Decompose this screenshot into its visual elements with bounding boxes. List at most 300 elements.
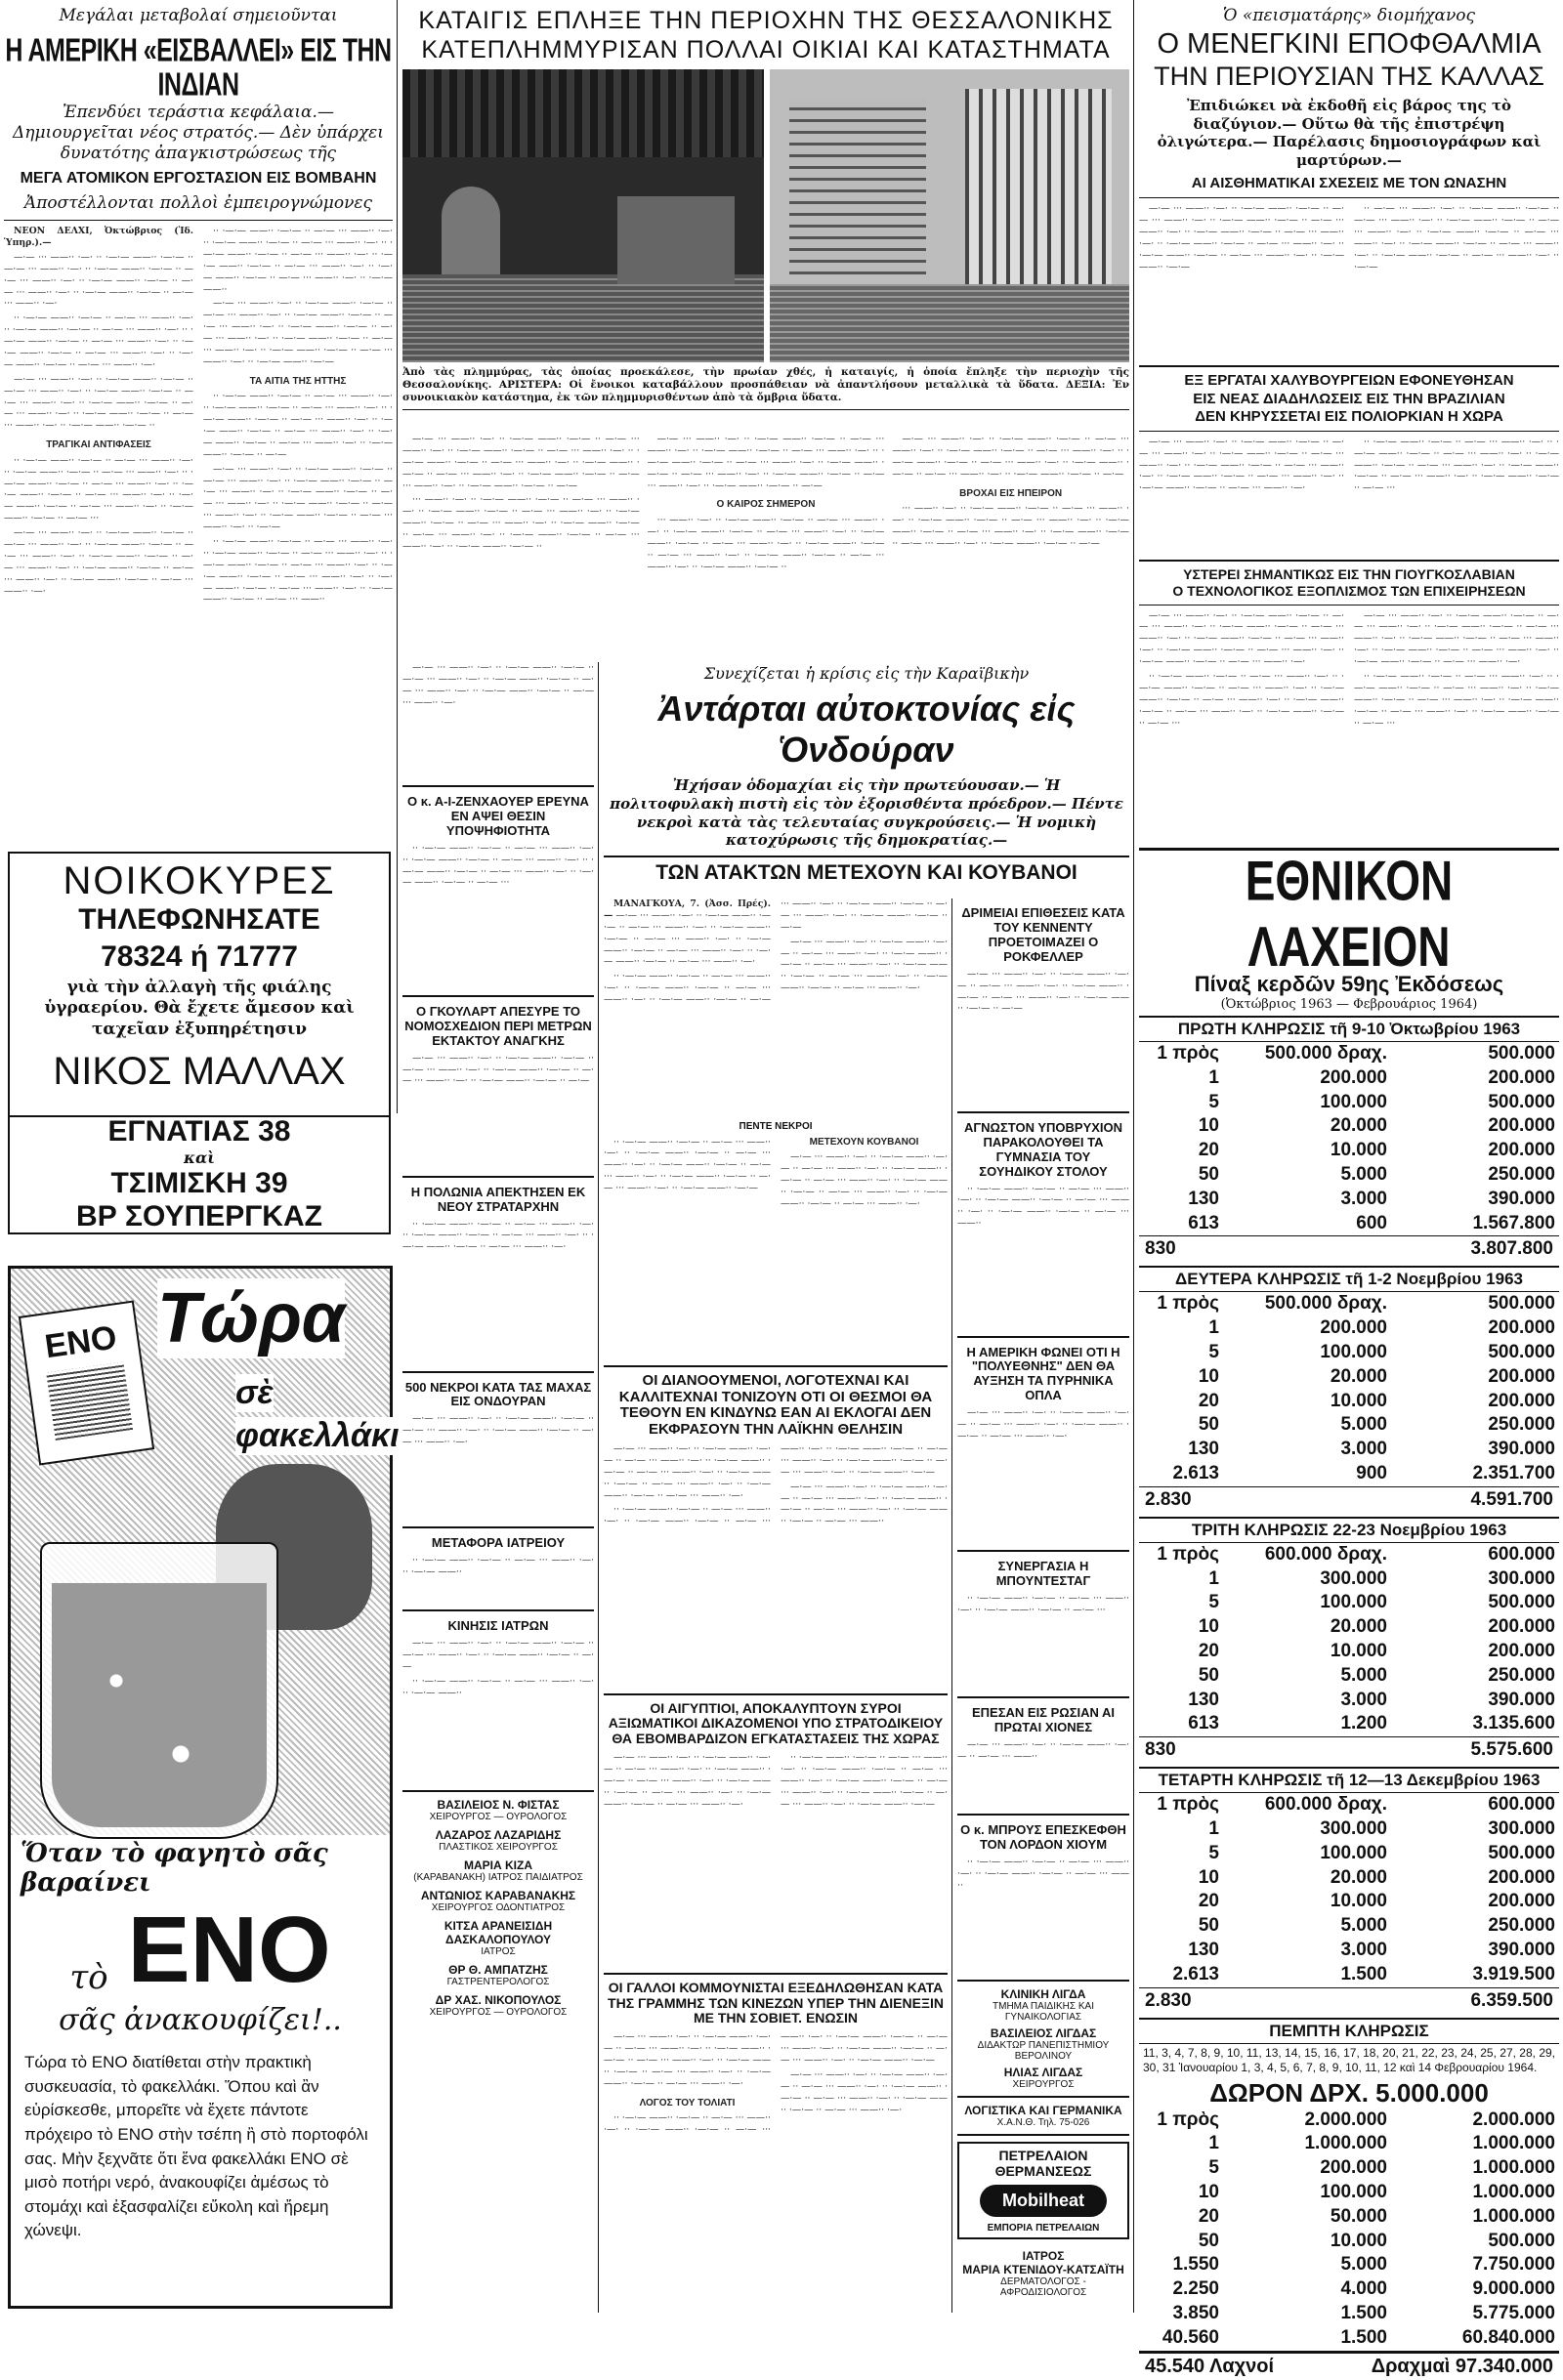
- prize-total: 1.000.000: [1472, 2133, 1555, 2154]
- prize-total: 200.000: [1488, 1891, 1555, 1912]
- gas-ad-address: [8, 1115, 391, 1234]
- doctor-name: ΒΑΣΙΛΕΙΟΣ Ν. ΦΙΣΤΑΣ: [437, 1798, 560, 1813]
- short-title: ΜΕΤΑΦΟΡΑ ΙΑΤΡΕΙΟΥ: [431, 1535, 566, 1551]
- prize-total: 2.351.700: [1472, 1462, 1555, 1483]
- prize-row: [1139, 1438, 1559, 1462]
- lottery-period: (Ὀκτώβριος 1963 — Φεβρουάριος 1964): [1220, 997, 1478, 1012]
- lessons-notice: [957, 2104, 1129, 2128]
- prize-row: [1139, 1712, 1559, 1736]
- prize-row: [1139, 1963, 1559, 1987]
- prize-row: [1139, 1066, 1559, 1091]
- short-title: ΔΡΙΜΕΙΑΙ ΕΠΙΘΕΣΕΙΣ ΚΑΤΑ ΤΟΥ ΚΕΝΝΕΝΤΥ ΠΡΟΕΤΟΙΜΑΖΕΙ Ο ΡΟΚΦΕΛΛΕΡ: [961, 905, 1125, 964]
- prize-value: 3.000: [1340, 1188, 1387, 1209]
- prize-count: 130: [1188, 1188, 1219, 1209]
- prize-row: [1139, 1365, 1559, 1390]
- short-body: —·— ··· ——·· ·—· ·· ·—·— ——·· ·—·— ·· —·— ··· ——·· ·—· ·· ·—·— ——·· ·—·— ·· —·— ·· ·—·— ——·· ·—·— ·· —·— ··· ——·· ·—· ·· ·—·— ——··: [402, 1638, 594, 1698]
- prize-count: 10: [1198, 1616, 1219, 1638]
- prize-value: 5.000: [1340, 1664, 1387, 1686]
- prize-row: [1139, 2326, 1559, 2351]
- prize-row: [1139, 1939, 1559, 1963]
- prize-total: 1.000.000: [1472, 2157, 1555, 2179]
- prize-count: 3.850: [1172, 2303, 1219, 2324]
- prize-row: [1139, 2132, 1559, 2156]
- brazil-headline: ΕΞ ΕΡΓΑΤΑΙ ΧΑΛΥΒΟΥΡΓΕΙΩΝ ΕΦΟΝΕΥΘΗΣΑΝ: [1184, 372, 1514, 390]
- prize-count: 1.550: [1172, 2254, 1219, 2276]
- prize-total: 390.000: [1488, 1439, 1555, 1460]
- headline: Η ΑΜΕΡΙΚΗ «ΕΙΣΒΑΛΛΕΙ» ΕΙΣ ΤΗΝ ΙΝΔΙΑΝ: [5, 31, 392, 104]
- doctor-name: ΚΙΤΣΑ ΑΡΑΝΕΙΣΙΔΗ ΔΑΣΚΑΛΟΠΟΥΛΟΥ: [444, 1919, 553, 1947]
- draw-total-amount: 6.359.500: [1470, 1989, 1553, 2011]
- prize-total: 2.000.000: [1472, 2109, 1555, 2130]
- prize-value: 500.000 δραχ.: [1264, 1293, 1387, 1315]
- prize-count: 2.250: [1172, 2278, 1219, 2300]
- prize-row: [1139, 2230, 1559, 2254]
- prize-row: [1139, 1163, 1559, 1188]
- prize-value: 3.000: [1340, 1939, 1387, 1960]
- ad-se: σὲ: [235, 1374, 274, 1411]
- prize-value: 5.000: [1340, 1414, 1387, 1436]
- short-body: ·· ·—·— ——·· ·—·— ·· —·— ··· ——·· ·—· ·· ·—·— ——·· ·—·— ·· —·— ··· ——··: [957, 1856, 1129, 1891]
- meneghini-body: —·— ··· ——·· ·—· ·· ·—·— ——·· ·—·— ·· —·— ··· ——·· ·—· ·· ·—·— ——·· ·—·— ·· —·— ··· ——·· ·—· ·· ·—·— ——·· ·—·— ·· —·— ··· ——·· ·—· ·· ·—·— ——·· ·—·— ·· —·— ··· ——·· ·—· ·· ·—·— ——·· ·—·— ·· —·— ··· ——·· ·—· ·· ·—·— ——·· ·—·— ·· —·— ··· ——·· ·—· ·· ·—·— ——·· ·—·— ·· —·— ··· ——·· ·—· ·· ·—·— ——·· ·—·— ·· —·— ··· ——·· ·—· ·· ·—·— ——·· ·—·— ·· —·— ··· ——·· ·—· ·· ·—·— ——·· ·—·— ·· —·— ··· ——·· ·—· ·· ·—·— ——·· ·—·— ·· —·— ··· ——·· ·—· ·· ·—·—: [1139, 203, 1559, 272]
- prize-value: 10.000: [1330, 1640, 1387, 1661]
- notice-text: ΔΙΔΑΚΤΩΡ ΠΑΝΕΠΙΣΤΗΜΙΟΥ ΒΕΡΟΛΙΝΟΥ: [977, 2039, 1110, 2062]
- ad-and: καὶ: [183, 1148, 216, 1167]
- prize-count: 20: [1198, 1891, 1219, 1912]
- prize-total: 1.567.800: [1472, 1212, 1555, 1233]
- prize-count: 5: [1208, 1842, 1219, 1863]
- prize-value: 1.000.000: [1304, 2133, 1387, 2154]
- headline-2: ΤΗΝ ΠΕΡΙΟΥΣΙΑΝ ΤΗΣ ΚΑΛΛΑΣ: [1154, 62, 1544, 92]
- doctor-name: ΔΡ ΧΑΣ. ΝΙΚΟΠΟΥΛΟΣ: [435, 1993, 562, 2008]
- photo-caption: Ἀπὸ τὰς πλημμύρας, τὰς ὁποίας προεκάλεσε, τὴν πρωίαν χθές, ἡ καταιγίς, ἡ ὁποία ἔπληξε τὴν περιοχὴν τῆς Θεσσαλονίκης. ΑΡΙΣΤΕΡΑ: Οἱ ἔνοικοι καταβάλλουν προσπάθειαν νὰ ἀπαντλήσουν μεταλλικὰ τὰ ὕδατα. ΔΕΞΙΑ: Ἐν συνοικιακὸν κατάστημα, ἐκ τῶν πλημμυρισθέντων ἀπὸ τὰ ὄμβρια ὕδατα.: [402, 365, 1129, 403]
- prize-total: 250.000: [1488, 1163, 1555, 1185]
- article-body: ΝΕΟΝ ΔΕΛΧΙ, Ὀκτώβριος (Ἰδ. Ὑπηρ.).— —·— ··· ——·· ·—· ·· ·—·— ——·· ·—·— ·· —·— ··· ——·· ·—· ·· ·—·— ——·· ·—·— ·· —·— ··· ——·· ·—· ·· ·—·— ——·· ·—·— ·· —·— ··· ——·· ·—· ·· ·—·— ——·· ·—·— ·· —·— ··· ——·· ·—· ·· ·—·— ——·· ·—·— ·· —·— ··· ——·· ·—· ·· ·—·— ——·· ·—·— ·· —·— ··· ——·· ·—· ·· ·—·— ——·· ·—·— ·· —·— ··· ——·· ·—· ·· ·—·— ——·· ·—·— ·· —·— ··· ——·· ·—· ·· ·—·— ——·· ·—·— ·· —·— ··· ——·· ·—· —·— ··· ——·· ·—· ·· ·—·— ——·· ·—·— ·· —·— ··· ——·· ·—· ·· ·—·— ——·· ·—·— ·· —·— ··· ——·· ·—· ·· ·—·— ——·· ·—·— ·· —·— ··· ——·· ·—· ·· ·—·— ——·· ·—·— ·· —·— ··· ——·· ·—· ·· ·—·— ——·· ·—·— ·· ΤΡΑΓΙΚΑΙ ΑΝΤΙΦΑΣΕΙΣ ·· ·—·— ——·· ·—·— ·· —·— ··· ——·· ·—· ·· ·—·— ——·· ·—·— ·· —·— ··· ——·· ·—· ·· ·—·— ——·· ·—·— ·· —·— ··· ——·· ·—· ·· ·—·— ——·· ·—·— ·· —·— ··· ——·· ·—· ·· ·—·— ——·· ·—·— ·· —·— ··· ——·· ·—· ·· ·—·— ——·· ·—·— ·· —·— ··· —·— ··· ——·· ·—· ·· ·—·— ——·· ·—·— ·· —·— ··· ——·· ·—· ·· ·—·— ——·· ·—·— ·· —·— ··· ——·· ·—· ·· ·—·— ——·· ·—·— ·· —·— ··· ——·· ·—· ·· ·—·— ——·· ·—·— ·· —·— ··· ——·· ·—· ·· ·—·— ——·· ·—·— ·· —·— ··· ——·· ·—· ·· ·—·— ——·· ·—·— ·· —·— ··· ——·· ·—· ·· ·—·— ——·· ·—·— ·· —·— ··· ——·· ·—· ·· ·—·— ——·· ·—·— ·· —·— ··· ——·· ·—· ·· ·—·— ——·· ·—·— ·· —·— ··· ——·· ·—· ·· ·—·— ——·· ·—·— ·· —·— ··· ——·· ·—· ·· ·—·— ——·· —·— ··· ——·· ·—· ·· ·—·— ——·· ·—·— ·· —·— ··· ——·· ·—· ·· ·—·— ——·· ·—·— ·· —·— ··· ——·· ·—· ·· ·—·— ——·· ·—·— ·· —·— ··· ——·· ·—· ·· ·—·— ——·· ·—·— ·· —·— ··· ——·· ·—· ·· ·—·— ——·· ·—·— ·· —·— ··· ——·· ·—· ·· ·—·— ——·· ·—·— ΤΑ ΑΙΤΙΑ ΤΗΣ ΗΤΤΗΣ ·· ·—·— ——·· ·—·— ·· —·— ··· ——·· ·—· ·· ·—·— ——·· ·—·— ·· —·— ··· ——·· ·—· ·· ·—·— ——·· ·—·— ·· —·— ··· ——·· ·—· ·· ·—·— ——·· ·—·— ·· —·— ··· ——·· ·—· ·· ·—·— ——·· ·—·— ·· —·— ··· ——·· ·—· ·· ·—·— ——·· ·—·— ·· —·— —·— ··· ——·· ·—· ·· ·—·— ——·· ·—·— ·· —·— ··· ——·· ·—· ·· ·—·— ——·· ·—·— ·· —·— ··· ——·· ·—· ·· ·—·— ——·· ·—·— ·· —·— ··· ——·· ·—· ·· ·—·— ——·· ·—·— ·· —·— ··· ——·· ·—· ·· ·—·— ——·· ·—·— ·· —·— ··· ——·· ·—· ·· ·—·— ·· ·—·— ——·· ·—·— ·· —·— ··· ——·· ·—· ·· ·—·— ——·· ·—·— ·· —·— ··· ——·· ·—· ·· ·—·— ——·· ·—·— ·· —·— ··· ——·· ·—· ·· ·—·— ——·· ·—·— ·· —·— ··· ——·· ·—· ·· ·—·— ——·· ·—·— ·· —·— ··· ——·· ·—· ·· ·—·— ——·· ·—·— ·· —·— ··· ——··: [4, 226, 393, 605]
- prize-value: 10.000: [1330, 2230, 1387, 2251]
- short-body: ·· ·—·— ——·· ·—·— ·· —·— ··· ——·· ·—· ·· ·—·— ——·· ·—·— ·· —·— ··· ——·· ·—· ·· ·—·— ——·· ·—·— ·· —·— ··· ——·· ·—·: [402, 1218, 594, 1253]
- prize-value: 3.000: [1340, 1439, 1387, 1460]
- draw-title: ΤΡΙΤΗ ΚΛΗΡΩΣΙΣ 22-23 Νοεμβρίου 1963: [1139, 1517, 1559, 1543]
- prize-row: [1139, 1591, 1559, 1615]
- prize-count: 50: [1198, 1414, 1219, 1436]
- draw-title: ΔΕΥΤΕΡΑ ΚΛΗΡΩΣΙΣ τῆ 1-2 Νοεμβρίου 1963: [1139, 1266, 1559, 1292]
- flood-photo-right: [770, 69, 1129, 362]
- brazil-headline-3: ΔΕΝ ΚΗΡΥΣΣΕΤΑΙ ΕΙΣ ΠΟΛΙΟΡΚΙΑΝ Η ΧΩΡΑ: [1195, 408, 1503, 426]
- prize-table: [1139, 1793, 1559, 1986]
- kicker: Συνεχίζεται ἡ κρίσις εἰς τὴν Καραϊβικὴν: [703, 664, 1030, 683]
- prize-row: [1139, 1316, 1559, 1341]
- draw-total: [1139, 1486, 1559, 1513]
- prize-row: [1139, 1390, 1559, 1414]
- prize-row: [1139, 1091, 1559, 1115]
- prize-row: [1139, 1866, 1559, 1891]
- flood-photo-left: [402, 69, 764, 362]
- eno-ad: [8, 1266, 400, 2309]
- ad-to: τὸ: [69, 1958, 108, 1997]
- ad-title: ΝΟΙΚΟΚΥΡΕΣ: [63, 859, 336, 902]
- prize-total: 200.000: [1488, 1616, 1555, 1638]
- prize-count: 1 πρὸς: [1157, 1293, 1219, 1315]
- prize-value: 20.000: [1330, 1115, 1387, 1137]
- honduras-body: ΜΑΝΑΓΚΟΥΑ, 7. (Ἀσσ. Πρές).— —·— ··· ——·· ·—· ·· ·—·— ——·· ·—·— ·· —·— ··· ——·· ·—· ·· ·—·— ——·· ·—·— ·· —·— ··· ——·· ·—· ·· ·—·— ——·· ·—·— ·· —·— ··· ——·· ·—· ·· ·—·— ——·· ·—·— ·· —·— ··· ——·· ·—· ·· ·—·— ——·· ·—·— ·· —·— ··· ——·· ·—· ·· ·—·— ——·· ·—·— ·· —·— ··· ——·· ·—· ·· ·—·— ——·· ·—·— ·· —·— ··· ——·· ·—· ·· ·—·— ——·· ·—·— ·· —·— ··· ——·· ·—· ·· ·—·— ——·· ·—·— ·· —·— —·— ··· ——·· ·—· ·· ·—·— ——·· ·—·— ·· —·— ··· ——·· ·—· ·· ·—·— ——·· ·—·— ·· —·— ··· ——·· ·—· ·· ·—·— ——·· ·—·— ·· —·— ··· ——·· ·—· ·· ·—·— ——·· ·—·— ·· —·— ··· ——·· ·—· ΠΕΝΤΕ ΝΕΚΡΟΙ ·· ·—·— ——·· ·—·— ·· —·— ··· ——·· ·—· ·· ·—·— ——·· ·—·— ·· —·— ··· ——·· ·—· ·· ·—·— ——·· ·—·— ·· —·— ··· ——·· ·—· ·· ·—·— ——·· ·—·— ·· —·— ··· ——·· ·—· ·· ·—·— ——·· ·—·— ΜΕΤΕΧΟΥΝ ΚΟΥΒΑΝΟΙ —·— ··· ——·· ·—· ·· ·—·— ——·· ·—·— ·· —·— ··· ——·· ·—· ·· ·—·— ——·· ·—·— ·· —·— ··· ——·· ·—· ·· ·—·— ——·· ·—·— ·· —·— ··· ——·· ·—· ·· ·—·— ——·· ·—·— ·· —·— ··· ——·· ·—·: [604, 898, 948, 1209]
- prize-value: 2.000.000: [1304, 2109, 1387, 2130]
- short-title: 500 ΝΕΚΡΟΙ ΚΑΤΑ ΤΑΣ ΜΑΧΑΣ ΕΙΣ ΟΝΔΟΥΡΑΝ: [404, 1379, 592, 1409]
- egypt-body: —·— ··· ——·· ·—· ·· ·—·— ——·· ·—·— ·· —·— ··· ——·· ·—· ·· ·—·— ——·· ·—·— ·· —·— ··· ——·· ·—· ·· ·—·— ——·· ·—·— ·· —·— ··· ——·· ·—· ·· ·—·— ——·· ·—·— ·· —·— ··· ——·· ·—· ·· ·—·— ——·· ·—·— ·· —·— ··· ——·· ·—· ·· ·—·— ——·· ·—·— ·· —·— ··· ——·· ·—· ·· ·—·— ——·· ·—·— ·· —·— ··· ——·· ·—· ·· ·—·— ——·· ·—·— ·· —·— ··· ——·· ·—· ·· ·—·— ——·· ·—·—: [604, 1752, 948, 1810]
- doctor-specialty: ΠΛΑΣΤΙΚΟΣ ΧΕΙΡΟΥΡΓΟΣ: [439, 1842, 558, 1854]
- prize-total: 60.840.000: [1461, 2326, 1555, 2348]
- prize-row: [1139, 1212, 1559, 1236]
- notice-title: ΒΑΣΙΛΕΙΟΣ ΛΙΓΔΑΣ: [990, 2025, 1097, 2040]
- column-2-shorts: [402, 662, 594, 2313]
- prize-total: 250.000: [1488, 1414, 1555, 1436]
- prize-count: 130: [1188, 1689, 1219, 1710]
- prize-count: 50: [1198, 2230, 1219, 2251]
- prize-row: [1139, 1139, 1559, 1163]
- doctor-name: ΘΡ Θ. ΑΜΠΑΤΖΗΣ: [448, 1963, 548, 1978]
- prize-value: 10.000: [1330, 1891, 1387, 1912]
- ad-body: Τώρα τὸ ENO διατίθεται στὴν πρακτικὴ συσκευασία, τὸ φακελλάκι. Ὅπου καὶ ἂν εὑρίσκεσθε, μπορεῖτε νὰ ἔχετε πάντοτε πρόχειρο τὸ ENO στὴν τσέπη ἢ στὸ πορτοφόλι σας. Μὴν ξεχνᾶτε ὅτι ἕνα φακελλάκι ENO σὲ μισὸ ποτήρι νερό, ἀνακουφίζει ἀμέσως τὸ στομάχι καὶ ἐξασφαλίζει εὔκολη καὶ ἤρεμη χώνεψι.: [24, 2053, 368, 2240]
- prize-count: 10: [1198, 2182, 1219, 2203]
- prize-total: 500.000: [1488, 1842, 1555, 1863]
- prize-count: 613: [1188, 1212, 1219, 1233]
- prize-value: 600: [1356, 1212, 1387, 1233]
- prize-total: 7.750.000: [1472, 2254, 1555, 2276]
- prize-count: 1: [1208, 1317, 1219, 1339]
- prize-value: 10.000: [1330, 1140, 1387, 1161]
- prize-value: 5.000: [1340, 2254, 1387, 2276]
- prize-total: 390.000: [1488, 1689, 1555, 1710]
- prize-value: 100.000: [1320, 1842, 1387, 1863]
- notice-text: Χ.Α.Ν.Θ. Τηλ. 75-026: [996, 2116, 1090, 2128]
- prize-value: 5.000: [1340, 1915, 1387, 1937]
- short-title: Ο ΓΚΟΥΛΑΡΤ ΑΠΕΣΥΡΕ ΤΟ ΝΟΜΟΣΧΕΔΙΟΝ ΠΕΡΙ ΜΕΤΡΩΝ ΕΚΤΑΚΤΟΥ ΑΝΑΓΚΗΣ: [404, 1003, 592, 1048]
- column-1-story: [4, 4, 393, 844]
- doctor-name: ΜΑΡΙΑ ΚΤΕΝΙΔΟΥ-ΚΑΤΣΑΪΤΗ: [962, 2262, 1124, 2276]
- doctor-name: ΜΑΡΙΑ ΚΙΖΑ: [464, 1858, 532, 1873]
- prize-table: [1139, 2109, 1559, 2351]
- subheading-2: ΜΕΤΕΧΟΥΝ ΚΟΥΒΑΝΟΙ: [809, 1136, 919, 1148]
- subheading-2: ΤΑ ΑΙΤΙΑ ΤΗΣ ΗΤΤΗΣ: [249, 375, 347, 387]
- prize-value: 300.000: [1320, 1567, 1387, 1589]
- lottery-title: ΕΘΝΙΚΟΝ ΛΑΧΕΙΟΝ: [1245, 848, 1454, 979]
- prize-total: 9.000.000: [1472, 2278, 1555, 2300]
- ad-headline: Τώρα: [157, 1279, 346, 1357]
- doctor-specialty: ΧΕΙΡΟΥΡΓΟΣ — ΟΥΡΟΛΟΓΟΣ: [429, 1812, 568, 1823]
- mobil-ad: [957, 2142, 1129, 2239]
- draw-total: [1139, 1987, 1559, 2014]
- ad-brand: ΒΡ ΣΟΥΠΕΡΓΚΑΖ: [76, 1200, 322, 1232]
- prize-value: 20.000: [1330, 1616, 1387, 1638]
- eno-packet-image: [19, 1300, 154, 1465]
- notice-title: ΚΛΙΝΙΚΗ ΛΙΓΔΑ: [1000, 1986, 1086, 2001]
- prize-value: 3.000: [1340, 1689, 1387, 1710]
- prize-row: [1139, 1640, 1559, 1664]
- short-title: Ο κ. ΜΠΡΟΥΣ ΕΠΕΣΚΕΦΘΗ ΤΟΝ ΛΟΡΔΟΝ ΧΙΟΥΜ: [960, 1822, 1126, 1852]
- flood-story: [402, 4, 1129, 434]
- prize-count: 130: [1188, 1439, 1219, 1460]
- deck: Ἠχήσαν ὁδομαχίαι εἰς τὴν πρωτεύουσαν.— Ἡ πολιτοφυλακὴ πιστὴ εἰς τὸν ἐξορισθέντα πρόεδρον.— Πέντε νεκροὶ κατὰ τὰς τελευταίας συγκρούσεις.— Ἡ νομικὴ κατοχύρωσις τῆς δημοκρατίας.—: [610, 776, 1123, 850]
- gas-ad: [8, 852, 391, 1117]
- prize-total: 200.000: [1488, 1066, 1555, 1088]
- draw-total: [1139, 1235, 1559, 1262]
- prize-total: 200.000: [1488, 1140, 1555, 1161]
- prize-total: 500.000: [1488, 1341, 1555, 1362]
- prize-count: 5: [1208, 1341, 1219, 1362]
- prize-value: 100.000: [1320, 1091, 1387, 1112]
- deck: Ἐπιδιώκει νὰ ἐκδοθῆ εἰς βάρος της τὸ διαζύγιον.— Οὕτω θὰ τῆς ἐπιστρέψη ὀλιγώτερα.— Παρέλασις δημοσιογράφων καὶ μαρτύρων.—: [1157, 96, 1542, 170]
- prize-count: 2.613: [1172, 1462, 1219, 1483]
- ad-fakellaki: φακελλάκι: [235, 1417, 400, 1454]
- prize-total: 500.000: [1488, 1043, 1555, 1064]
- lottery-subtitle: Πίναξ κερδῶν 59ης Ἐκδόσεως: [1194, 972, 1504, 996]
- short-title: Ο κ. Α-Ι-ΖΕΝΧΑΟΥΕΡ ΕΡΕΥΝΑ ΕΝ ΑΨΕΙ ΘΕΣΙΝ ΥΠΟΨΗΦΙΟΤΗΤΑ: [407, 794, 589, 838]
- ad-text: γιὰ τὴν ἀλλαγὴ τῆς φιάλης ὑγραερίου. Θὰ ἔχετε ἄμεσον καὶ ταχεῖαν ἐξυπηρέτησιν: [44, 978, 355, 1039]
- prize-total: 500.000: [1488, 1091, 1555, 1112]
- prize-row: [1139, 2253, 1559, 2277]
- prize-row: [1139, 2277, 1559, 2302]
- prize-row: [1139, 1413, 1559, 1438]
- prize-value: 100.000: [1320, 1341, 1387, 1362]
- prize-row: [1139, 1462, 1559, 1486]
- yugoslavia-headline: ΥΣΤΕΡΕΙ ΣΗΜΑΝΤΙΚΩΣ ΕΙΣ ΤΗΝ ΓΙΟΥΓΚΟΣΛΑΒΙΑΝ: [1183, 565, 1515, 582]
- ad-line-2: σᾶς ἀνακουφίζει!..: [59, 2003, 342, 2037]
- prize-row: [1139, 2109, 1559, 2133]
- prize-total: 200.000: [1488, 1115, 1555, 1137]
- prize-row: [1139, 1292, 1559, 1316]
- draw-total-amount: 4.591.700: [1470, 1488, 1553, 1510]
- notice-text: ΧΕΙΡΟΥΡΓΟΣ: [1012, 2078, 1075, 2090]
- doctor-name: ΛΑΖΑΡΟΣ ΛΑΖΑΡΙΔΗΣ: [435, 1828, 562, 1843]
- ad-line-1: Ὅταν τὸ φαγητὸ σᾶς βαραίνει: [21, 1839, 328, 1898]
- mobil-ad-line-2: ΘΕΡΜΑΝΣΕΩΣ: [994, 2162, 1092, 2179]
- prize-value: 600.000 δραχ.: [1264, 1543, 1387, 1565]
- center-lower: [604, 1359, 948, 2313]
- prize-total: 250.000: [1488, 1664, 1555, 1686]
- prize-count: 10: [1198, 1115, 1219, 1137]
- prize-count: 1: [1208, 1066, 1219, 1088]
- prize-row: [1139, 1842, 1559, 1866]
- prize-row: [1139, 1664, 1559, 1689]
- short-title: Η ΑΜΕΡΙΚΗ ΦΩΝΕΙ ΟΤΙ Η "ΠΟΛΥΕΘΝΗΣ" ΔΕΝ ΘΑ ΑΥΞΗΣΗ ΤΑ ΠΥΡΗΝΙΚΑ ΟΠΛΑ: [966, 1344, 1120, 1403]
- prize-row: [1139, 1615, 1559, 1640]
- prize-total: 200.000: [1488, 1640, 1555, 1661]
- draw-ticket-count: 830: [1145, 1739, 1176, 1761]
- draw-total-amount: 5.575.600: [1470, 1739, 1553, 1761]
- doctor-name: ΑΝΤΩΝΙΟΣ ΚΑΡΑΒΑΝΑΚΗΣ: [420, 1889, 576, 1903]
- doctor-specialty: ΙΑΤΡΟΣ: [481, 1946, 516, 1958]
- short-title: ΑΓΝΩΣΤΟΝ ΥΠΟΒΡΥΧΙΟΝ ΠΑΡΑΚΟΛΟΥΘΕΙ ΤΑ ΓΥΜΝΑΣΙΑ ΤΟΥ ΣΟΥΗΔΙΚΟΥ ΣΤΟΛΟΥ: [963, 1119, 1123, 1179]
- flood-body: —·— ··· ——·· ·—· ·· ·—·— ——·· ·—·— ·· —·— ··· ——·· ·—· ·· ·—·— ——·· ·—·— ·· —·— ··· ——·· ·—· ·· ·—·— ——·· ·—·— ·· —·— ··· ——·· ·—· ·· ·—·— ——·· ·—·— ·· —·— ··· ——·· ·—· ·· ·—·— ——·· ·—·— ·· —·— ··· ——·· ·—· ·· ·—·— ——·· ·—·— ·· —·— ··· ——·· ·—· ·· ·—·— ——·· ·—·— ·· —·— ··· ——·· ·—· ·· ·—·— ——·· ·—·— ·· —·— ··· ——·· ·—· ·· ·—·— ——·· ·—·— ·· —·— ··· ——·· ·—· ·· ·—·— ——·· ·—·— ·· —·— ··· ——·· ·—· ·· ·—·— ——·· ·—·— ·· —·— ··· ——·· ·—· ·· ·—·— ——·· ·—·— ·· —·— ··· ——·· ·—· ·· ·—·— ——·· ·—·— ·· —·— ··· ——·· ·—· ·· ·—·— ——·· ·—·— ·· —·— ··· ——·· ·—· ·· ·—·— ——·· ·—·— ·· —·— ··· ——·· ·—· ·· ·—·— ——·· ·—·— ·· —·— ··· ——·· ·—· ·· ·—·— ——·· ·—·— ·· —·— ··· ——·· ·—· ·· ·—·— ——·· ·—·— ·· —·— Ο ΚΑΙΡΟΣ ΣΗΜΕΡΟΝ ··· ——·· ·—· ·· ·—·— ——·· ·—·— ·· —·— ··· ——·· ·—· ·· ·—·— ——·· ·—·— ·· —·— ··· ——·· ·—· ·· ·—·— ——·· ·—·— ·· —·— ··· ——·· ·—· ·· ·—·— ——·· ·—·— ·· —·— ··· ——·· ·—· ·· ·—·— ——·· ·—·— ·· —·— ··· ——·· ·—· ·· ·—·— ——·· ·—·— ·· —·— ··· ——·· ·—· ·· ·—·— ——·· ·—·— ·· —·— ··· ——·· ·—· ·· ·—·— ——·· ·—·— ·· —·— ··· ——·· ·—· ·· ·—·— ——·· ·—·— ·· —·— ··· ——·· ·—· ·· ·—·— ——·· ·—·— ·· —·— ··· ——·· ·—· ·· ·—·— ——·· ·—·— ·· —·— ΒΡΟΧΑΙ ΕΙΣ ΗΠΕΙΡΟΝ ··· ——·· ·—· ·· ·—·— ——·· ·—·— ·· —·— ··· ——·· ·—· ·· ·—·— ——·· ·—·— ·· —·— ··· ——·· ·—· ·· ·—·— ——·· ·—·— ·· —·— ··· ——·· ·—· ·· ·—·— ——·· ·—·— ·· —·— ··· ——·· ·—· ·· ·—·— ——·· ·—·— ·· —·—: [402, 434, 1129, 572]
- prize-total: 3.135.600: [1472, 1713, 1555, 1734]
- egypt-headline: ΟΙ ΑΙΓΥΠΤΙΟΙ, ΑΠΟΚΑΛΥΠΤΟΥΝ ΣΥΡΟΙ ΑΞΙΩΜΑΤΙΚΟΙ ΔΙΚΑΖΟΜΕΝΟΙ ΥΠΟ ΣΤΡΑΤΟΔΙΚΕΙΟΥ ΘΑ ΕΒΟΜΒΑΡΔΙΖΟΝ ΕΓΚΑΤΑΣΤΑΣΕΙΣ ΤΗΣ ΧΩΡΑΣ: [608, 1700, 944, 1746]
- prize-total: 200.000: [1488, 1390, 1555, 1411]
- deck-2: Ἀποστέλλονται πολλοὶ ἐμπειρογνώμονες: [23, 192, 373, 213]
- intellectuals-body: —·— ··· ——·· ·—· ·· ·—·— ——·· ·—·— ·· —·— ··· ——·· ·—· ·· ·—·— ——·· ·—·— ·· —·— ··· ——·· ·—· ·· ·—·— ——·· ·—·— ·· —·— ··· ——·· ·—· ·· ·—·— ——·· ·—·— ·· —·— ··· ——·· ·—· ·· ·—·— ——·· ·—·— ·· —·— ··· ——·· ·—· ·· ·—·— ——·· ·—·— ·· —·— ··· ——·· ·—· ·· ·—·— ——·· ·—·— ·· —·— ··· ——·· ·—· ·· ·—·— ——·· ·—·— ·· —·— ··· ——·· ·—· ·· ·—·— ——·· ·—·— —·— ··· ——·· ·—· ·· ·—·— ——·· ·—·— ·· —·— ··· ——·· ·—· ·· ·—·— ——·· ·—·— ·· —·— ··· ——·· ·—· ·· ·—·— ——·· ·—·— ·· —·— ··· ——··: [604, 1443, 948, 1527]
- total-amount: Δραχμαὶ 97.340.000: [1371, 2355, 1553, 2377]
- draw-prize: ΔΩΡΟΝ ΔΡΧ. 5.000.000: [1209, 2077, 1489, 2108]
- bar-headline: ΜΕΓΑ ΑΤΟΜΙΚΟΝ ΕΡΓΟΣΤΑΣΙΟΝ ΕΙΣ ΒΟΜΒΑΗΝ: [20, 170, 377, 188]
- doctor-specialty: ΧΕΙΡΟΥΡΓΟΣ ΟΔΟΝΤΙΑΤΡΟΣ: [431, 1902, 566, 1914]
- doctor-specialty: ΔΕΡΜΑΤΟΛΟΓΟΣ - ΑΦΡΟΔΙΣΙΟΛΟΓΟΣ: [999, 2276, 1087, 2298]
- draws: [1139, 1016, 1559, 2351]
- prize-value: 300.000: [1320, 1817, 1387, 1839]
- honduras-story: [604, 662, 1129, 897]
- notice-title: ΛΟΓΙΣΤΙΚΑ ΚΑΙ ΓΕΡΜΑΝΙΚΑ: [964, 2103, 1122, 2117]
- yugoslavia-body: —·— ··· ——·· ·—· ·· ·—·— ——·· ·—·— ·· —·— ··· ——·· ·—· ·· ·—·— ——·· ·—·— ·· —·— ··· ——·· ·—· ·· ·—·— ——·· ·—·— ·· —·— ··· ——·· ·—· ·· ·—·— ——·· ·—·— ·· —·— ··· ——·· ·—· ·· ·—·— ——·· ·—·— ·· —·— ··· ——·· ·—· ·· ·—·— ——·· ·—·— ·· —·— ··· ——·· ·—· ·· ·—·— ——·· ·—·— ·· —·— ··· ——·· ·—· ·· ·—·— ——·· ·—·— ·· —·— ··· ——·· ·—· ·· ·—·— ——·· ·—·— ·· —·— ··· ——·· ·—· ·· ·—·— ——·· ·—·— ·· —·— ··· —·— ··· ——·· ·—· ·· ·—·— ——·· ·—·— ·· —·— ··· ——·· ·—· ·· ·—·— ——·· ·—·— ·· —·— ··· ——·· ·—· ·· ·—·— ——·· ·—·— ·· —·— ··· ——·· ·—· ·· ·—·— ——·· ·—·— ·· —·— ··· ——·· ·—· ·· ·—·— ——·· ·—·— ·· —·— ··· ——·· ·—· ·· ·—·— ——·· ·—·— ·· —·— ··· ——·· ·—· ·· ·—·— ——·· ·—·— ·· —·— ··· ——·· ·—· ·· ·—·— ——·· ·—·— ·· —·— ··· ——·· ·—· ·· ·—·— ——·· ·—·— ·· —·— ··· ——·· ·—· ·· ·—·— ——·· ·—·— ·· —·— ···: [1139, 609, 1559, 729]
- short-body: —·— ··· ——·· ·—· ·· ·—·— ——·· ·—·— ·· —·— ··· ——·· ·—· ·· ·—·— ——·· ·—·— ·· —·— ··· ——·· ·—·: [402, 1413, 594, 1448]
- communists-body: —·— ··· ——·· ·—· ·· ·—·— ——·· ·—·— ·· —·— ··· ——·· ·—· ·· ·—·— ——·· ·—·— ·· —·— ··· ——·· ·—· ·· ·—·— ——·· ·—·— ·· —·— ··· ——·· ·—· ·· ·—·— ——·· ·—·— ·· —·— ··· ——·· ·—· ΛΟΓΟΣ ΤΟΥ ΤΟΛΙΑΤΙ ·· ·—·— ——·· ·—·— ·· —·— ··· ——·· ·—· ·· ·—·— ——·· ·—·— ·· —·— ··· ——·· ·—· ·· ·—·— ——·· ·—·— ·· —·— ··· ——·· ·—· ·· ·—·— ——·· ·—·— ·· —·— ··· ——·· ·—· ·· ·—·— ——·· ·—·— —·— ··· ——·· ·—· ·· ·—·— ——·· ·—·— ·· —·— ··· ——·· ·—· ·· ·—·— ——·· ·—·— ·· —·— ··· ——·· ·—· ·· ·—·— ——·· ·—·— ·· —·— ··· ——·· ·—·: [604, 2031, 948, 2136]
- prize-value: 20.000: [1330, 1365, 1387, 1387]
- weather-subheading: Ο ΚΑΙΡΟΣ ΣΗΜΕΡΟΝ: [716, 499, 816, 511]
- prize-value: 500.000 δραχ.: [1264, 1043, 1387, 1064]
- yugoslavia-headline-2: Ο ΤΕΧΝΟΛΟΓΙΚΟΣ ΕΞΟΠΛΙΣΜΟΣ ΤΩΝ ΕΠΙΧΕΙΡΗΣΕΩΝ: [1172, 583, 1526, 600]
- prize-count: 1 πρὸς: [1157, 2109, 1219, 2130]
- short-body: —·— ··· ——·· ·—· ·· ·—·— ——·· ·—·— ·· —·— ··· ——·· ·—· ·· ·—·— ——·· ·—·— ·· —·— ··· ——·· ·—· ·· ·—·— ——·· ·—·— ·· —·—: [402, 1052, 594, 1087]
- prize-count: 1 πρὸς: [1157, 1543, 1219, 1565]
- draw-title: ΤΕΤΑΡΤΗ ΚΛΗΡΩΣΙΣ τῆ 12—13 Δεκεμβρίου 1963: [1139, 1767, 1559, 1793]
- prize-value: 100.000: [1320, 2182, 1387, 2203]
- prize-count: 20: [1198, 1640, 1219, 1661]
- prize-total: 500.000: [1488, 1293, 1555, 1315]
- column-4-shorts: [957, 898, 1129, 2313]
- prize-total: 1.000.000: [1472, 2205, 1555, 2227]
- bar-headline: ΑΙ ΑΙΣΘΗΜΑΤΙΚΑΙ ΣΧΕΣΕΙΣ ΜΕ ΤΟΝ ΩΝΑΣΗΝ: [1191, 174, 1507, 191]
- prize-value: 200.000: [1320, 1066, 1387, 1088]
- prize-row: [1139, 1341, 1559, 1365]
- notice-title: ΙΑΤΡΟΣ: [1022, 2248, 1065, 2263]
- prize-value: 4.000: [1340, 2278, 1387, 2300]
- draw-title: ΠΡΩΤΗ ΚΛΗΡΩΣΙΣ τῆ 9-10 Ὀκτωβρίου 1963: [1139, 1016, 1559, 1042]
- mobil-ad-line-3: ΕΜΠΟΡΙΑ ΠΕΤΡΕΛΑΙΩΝ: [987, 2222, 1100, 2234]
- prize-count: 613: [1188, 1713, 1219, 1734]
- prize-count: 5: [1208, 1592, 1219, 1613]
- prize-total: 300.000: [1488, 1567, 1555, 1589]
- rain-subheading: ΒΡΟΧΑΙ ΕΙΣ ΗΠΕΙΡΟΝ: [959, 487, 1063, 499]
- prize-value: 1.500: [1340, 1963, 1387, 1984]
- intellectuals-headline: ΟΙ ΔΙΑΝΟΟΥΜΕΝΟΙ, ΛΟΓΟΤΕΧΝΑΙ ΚΑΙ ΚΑΛΛΙΤΕΧΝΑΙ ΤΟΝΙΖΟΥΝ ΟΤΙ ΟΙ ΘΕΣΜΟΙ ΘΑ ΤΕΘΟΥΝ ΕΝ ΚΙΝΔΥΝΩ ΕΑΝ ΑΙ ΕΚΛΟΓΑΙ ΔΕΝ ΕΚΦΡΑΣΟΥΝ ΤΗΝ ΛΑΪΚΗΝ ΘΕΛΗΣΙΝ: [618, 1372, 933, 1438]
- prize-total: 200.000: [1488, 1866, 1555, 1888]
- short-title: ΕΠΕΣΑΝ ΕΙΣ ΡΩΣΙΑΝ ΑΙ ΠΡΩΤΑΙ ΧΙΟΝΕΣ: [971, 1705, 1116, 1735]
- prize-row: [1139, 1042, 1559, 1066]
- prize-table: [1139, 1042, 1559, 1235]
- notice-text: ΤΜΗΜΑ ΠΑΙΔΙΚΗΣ ΚΑΙ ΓΥΝΑΙΚΟΛΟΓΙΑΣ: [993, 2000, 1094, 2023]
- prize-count: 10: [1198, 1365, 1219, 1387]
- prize-count: 50: [1198, 1163, 1219, 1185]
- prize-count: 20: [1198, 1140, 1219, 1161]
- prize-total: 500.000: [1488, 2230, 1555, 2251]
- prize-count: 50: [1198, 1664, 1219, 1686]
- subheading: ΠΕΝΤΕ ΝΕΚΡΟΙ: [739, 1121, 813, 1132]
- prize-table: [1139, 1543, 1559, 1736]
- prize-total: 600.000: [1488, 1543, 1555, 1565]
- prize-count: 1: [1208, 2133, 1219, 2154]
- prize-total: 250.000: [1488, 1915, 1555, 1937]
- deck: Ἐπενδύει τεράστια κεφάλαια.— Δημιουργεῖται νέος στρατός.— Δὲν ὑπάρχει δυνατότης ἀπαγκιστρώσεως τῆς: [13, 102, 384, 163]
- ad-name: ΝΙΚΟΣ ΜΑΛΛΑΧ: [53, 1049, 346, 1093]
- prize-total: 600.000: [1488, 1794, 1555, 1816]
- prize-row: [1139, 1114, 1559, 1139]
- headline: Ο ΜΕΝΕΓΚΙΝΙ ΕΠΟΦΘΑΛΜΙΑ: [1157, 28, 1542, 60]
- prize-row: [1139, 1890, 1559, 1914]
- headline-2: ΚΑΤΕΠΛΗΜΜΥΡΙΣΑΝ ΠΟΛΛΑΙ ΟΙΚΙΑΙ ΚΑΙ ΚΑΤΑΣΤΗΜΑΤΑ: [421, 36, 1111, 64]
- mobilheat-logo: Mobilheat: [980, 2185, 1107, 2217]
- brazil-headline-2: ΕΙΣ ΝΕΑΣ ΔΙΑΔΗΛΩΣΕΙΣ ΕΙΣ ΤΗΝ ΒΡΑΖΙΛΙΑΝ: [1193, 390, 1505, 407]
- short-body: ·· ·—·— ——·· ·—·— ·· —·— ··· ——·· ·—· ·· ·—·— ——··: [402, 1555, 594, 1578]
- packet-label: ENO: [42, 1318, 119, 1366]
- notice-title: ΗΛΙΑΣ ΛΙΓΔΑΣ: [1003, 2065, 1083, 2079]
- brazil-body: —·— ··· ——·· ·—· ·· ·—·— ——·· ·—·— ·· —·— ··· ——·· ·—· ·· ·—·— ——·· ·—·— ·· —·— ··· ——·· ·—· ·· ·—·— ——·· ·—·— ·· —·— ··· ——·· ·—· ·· ·—·— ——·· ·—·— ·· —·— ··· ——·· ·—· ·· ·—·— ——·· ·—·— ·· —·— ··· ——·· ·—· ·· ·—·— ——·· ·—·— ·· —·— ··· ——·· ·—· ·· ·—·— ——·· ·—·— ·· —·— ··· ——·· ·—· ·· ·—·— ——·· ·—·— ·· —·— ··· ——·· ·—· ·· ·—·— ——·· ·—·— ·· —·— ··· ——·· ·—· ·· ·—·— ——·· ·—·— ·· —·— ···: [1139, 436, 1559, 494]
- prize-table: [1139, 1292, 1559, 1485]
- draw-ticket-count: 830: [1145, 1238, 1176, 1260]
- draw-ticket-count: 2.830: [1145, 1989, 1192, 2011]
- prize-row: [1139, 2156, 1559, 2181]
- prize-count: 5: [1208, 2157, 1219, 2179]
- prize-row: [1139, 2302, 1559, 2326]
- ad-call: ΤΗΛΕΦΩΝΗΣΑΤΕ: [78, 903, 320, 936]
- prize-value: 20.000: [1330, 1866, 1387, 1888]
- prize-total: 200.000: [1488, 1365, 1555, 1387]
- prize-row: [1139, 1817, 1559, 1842]
- ad-address-2: ΤΣΙΜΙΣΚΗ 39: [110, 1167, 288, 1199]
- short-title: ΣΥΝΕΡΓΑΣΙΑ Η ΜΠΟΥΝΤΕΣΤΑΓ: [995, 1559, 1091, 1589]
- meneghini-story: [1139, 4, 1559, 836]
- doctor-specialty: (ΚΑΡΑΒΑΝΑΚΗ) ΙΑΤΡΟΣ ΠΑΙΔΙΑΤΡΟΣ: [413, 1872, 583, 1884]
- prize-value: 900: [1356, 1462, 1387, 1483]
- prize-value: 1.500: [1340, 2326, 1387, 2348]
- prize-total: 390.000: [1488, 1188, 1555, 1209]
- prize-value: 10.000: [1330, 1390, 1387, 1411]
- prize-total: 1.000.000: [1472, 2182, 1555, 2203]
- doctor-specialty: ΧΕΙΡΟΥΡΓΟΣ — ΟΥΡΟΛΟΓΟΣ: [429, 2007, 568, 2019]
- prize-count: 130: [1188, 1939, 1219, 1960]
- doctor-specialty: ΓΑΣΤΡΕΝΤΕΡΟΛΟΓΟΣ: [446, 1977, 550, 1988]
- doctor-listings: [402, 1798, 594, 2018]
- total-tickets: 45.540 Λαχνοί: [1145, 2355, 1275, 2377]
- prize-value: 50.000: [1330, 2205, 1387, 2227]
- prize-count: 1: [1208, 1567, 1219, 1589]
- prize-value: 1.200: [1340, 1713, 1387, 1734]
- draw-title: ΠΕΜΠΤΗ ΚΛΗΡΩΣΙΣ: [1139, 2018, 1559, 2044]
- prize-value: 200.000: [1320, 1317, 1387, 1339]
- prize-total: 3.919.500: [1472, 1963, 1555, 1984]
- mobil-ad-line-1: ΠΕΤΡΕΛΑΙΟΝ: [998, 2147, 1088, 2163]
- prize-row: [1139, 2181, 1559, 2205]
- prize-row: [1139, 1689, 1559, 1713]
- prize-total: 5.775.000: [1472, 2303, 1555, 2324]
- short-body: ·· ·—·— ——·· ·—·— ·· —·— ··· ——·· ·—· ·· ·—·— ——·· ·—·— ·· —·— ···: [957, 1593, 1129, 1616]
- prize-row: [1139, 1567, 1559, 1592]
- kicker: Μεγάλαι μεταβολαί σημειοῦνται: [59, 6, 338, 25]
- communists-headline: ΟΙ ΓΑΛΛΟΙ ΚΟΜΜΟΥΝΙΣΤΑΙ ΕΞΕΔΗΛΩΘΗΣΑΝ ΚΑΤΑ ΤΗΣ ΓΡΑΜΜΗΣ ΤΩΝ ΚΙΝΕΖΩΝ ΥΠΕΡ ΤΗΝ ΔΙΕΝΕΞΙΝ ΜΕ ΤΗΝ ΣΟΒΙΕΤ. ΕΝΩΣΙΝ: [608, 1980, 944, 2025]
- prize-count: 2.613: [1172, 1963, 1219, 1984]
- prize-count: 20: [1198, 1390, 1219, 1411]
- prize-value: 100.000: [1320, 1592, 1387, 1613]
- grand-total: [1139, 2351, 1559, 2380]
- prize-row: [1139, 1543, 1559, 1567]
- prize-row: [1139, 2205, 1559, 2230]
- prize-total: 200.000: [1488, 1317, 1555, 1339]
- draw-total: [1139, 1736, 1559, 1763]
- iatros-notice: [957, 2249, 1129, 2298]
- prize-count: 1 πρὸς: [1157, 1794, 1219, 1816]
- short-body: ·· ·—·— ——·· ·—·— ·· —·— ··· ——·· ·—· ·· ·—·— ——·· ·—·— ·· —·— ··· ——·· ·—· ·· ·—·— ——·· ·—·— ·· —·— ··· ——··: [957, 1183, 1129, 1230]
- subheading: ΛΟΓΟΣ ΤΟΥ ΤΟΛΙΑΤΙ: [639, 2097, 736, 2109]
- prize-total: 500.000: [1488, 1592, 1555, 1613]
- prize-count: 20: [1198, 2205, 1219, 2227]
- bar-headline: ΤΩΝ ΑΤΑΚΤΩΝ ΜΕΤΕΧΟΥΝ ΚΑΙ ΚΟΥΒΑΝΟΙ: [604, 856, 1129, 884]
- ad-address-1: ΕΓΝΑΤΙΑΣ 38: [107, 1115, 291, 1148]
- draw-total-amount: 3.807.800: [1470, 1238, 1553, 1260]
- prize-row: [1139, 1793, 1559, 1817]
